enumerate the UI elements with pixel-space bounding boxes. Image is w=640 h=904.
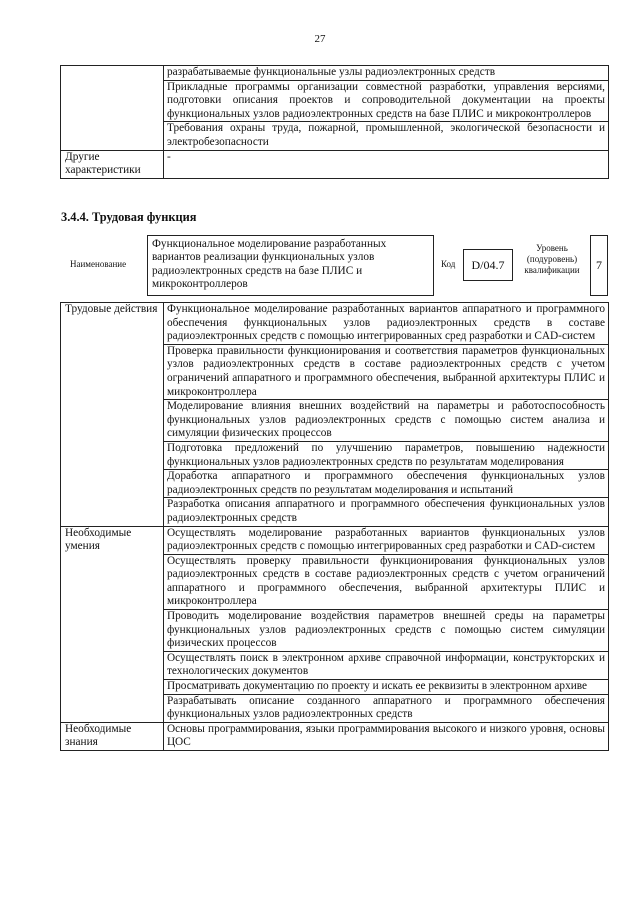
row-category-label <box>61 66 164 151</box>
row-category-label: Необходимые умения <box>61 526 164 722</box>
requirement-item: Проверка правильности функционирования и соответствия параметров функциональных узлов радиоэлектронных средств в составе радиоэлектронных средств с учетом ограничений аппаратного и программного обеспечения, выбранной архитектуры ПЛИС и микроконтроллера <box>164 344 609 399</box>
table-row <box>61 66 609 81</box>
requirements-table-continued <box>60 65 609 179</box>
requirement-item: Требования охраны труда, пожарной, промышленной, экологической безопасности и электробезопасности <box>164 122 609 150</box>
requirement-item: Осуществлять проверку правильности функционирования функциональных узлов радиоэлектронных средств в составе радиоэлектронных средств с учетом ограничений аппаратного и программного обеспечения, выбранной архитектуры ПЛИС и микроконтроллера <box>164 554 609 609</box>
qualification-level-label: Уровень (подуровень) квалификации <box>524 243 580 275</box>
requirement-item: Подготовка предложений по улучшению параметров, повышению надежности функциональных узлов радиоэлектронных средств по результатам моделирования <box>164 441 609 469</box>
labor-function-name: Функциональное моделирование разработанных вариантов реализации функциональных узлов радиоэлектронных средств на базе ПЛИС и микроконтроллеров <box>147 235 434 296</box>
section-heading: 3.4.4. Трудовая функция <box>61 210 197 224</box>
table-row <box>61 303 609 345</box>
requirement-item: Просматривать документацию по проекту и искать ее реквизиты в электронном архиве <box>164 680 609 695</box>
requirement-item: Функциональное моделирование разработанных вариантов аппаратного и программного обеспечения функциональных узлов радиоэлектронных средств в составе радиоэлектронных средств с помощью интегрированных сред разработки и CAD-систем <box>164 303 609 345</box>
requirement-item: разрабатываемые функциональные узлы радиоэлектронных средств <box>164 66 609 81</box>
requirement-item: Доработка аппаратного и программного обеспечения функциональных узлов радиоэлектронных средств по результатам моделирования и испытаний <box>164 470 609 498</box>
labor-function-header <box>60 235 608 296</box>
row-category-label: Трудовые действия <box>61 303 164 527</box>
page-number: 27 <box>314 33 326 45</box>
requirement-item: - <box>164 150 609 178</box>
requirement-item: Разрабатывать описание созданного аппаратного и программного обеспечения функциональных узлов радиоэлектронных средств <box>164 694 609 722</box>
row-category-label: Необходимые знания <box>61 722 164 750</box>
labor-function-table <box>60 302 609 751</box>
requirement-item: Проводить моделирование воздействия параметров внешней среды на параметры функциональных узлов радиоэлектронных средств с помощью систем симуляции физических процессов <box>164 610 609 652</box>
table-row <box>61 526 609 554</box>
requirement-item: Разработка описания аппаратного и программного обеспечения функциональных узлов радиоэлектронных средств <box>164 498 609 526</box>
qualification-level-value: 7 <box>590 235 608 296</box>
requirement-item: Прикладные программы организации совместной разработки, управления версиями, подготовки описания проектов и сопроводительной документации на проекты функциональных узлов радиоэлектронных средств на базе ПЛИС и микроконтроллеров <box>164 80 609 122</box>
table-row <box>61 150 609 178</box>
code-label: Код <box>441 259 456 269</box>
row-category-label: Другие характеристики <box>61 150 164 178</box>
table-row <box>61 722 609 750</box>
requirement-item: Осуществлять поиск в электронном архиве справочной информации, конструкторских и технологических документов <box>164 651 609 679</box>
labor-function-code: D/04.7 <box>463 249 513 281</box>
requirement-item: Основы программирования, языки программирования высокого и низкого уровня, основы ЦОС <box>164 722 609 750</box>
requirement-item: Моделирование влияния внешних воздействий на параметры и работоспособность функциональных узлов радиоэлектронных средств с помощью систем анализа и симуляции физических процессов <box>164 400 609 442</box>
requirement-item: Осуществлять моделирование разработанных вариантов функциональных узлов радиоэлектронных средств с помощью интегрированных сред разработки и CAD-систем <box>164 526 609 554</box>
name-label: Наименование <box>70 259 127 269</box>
